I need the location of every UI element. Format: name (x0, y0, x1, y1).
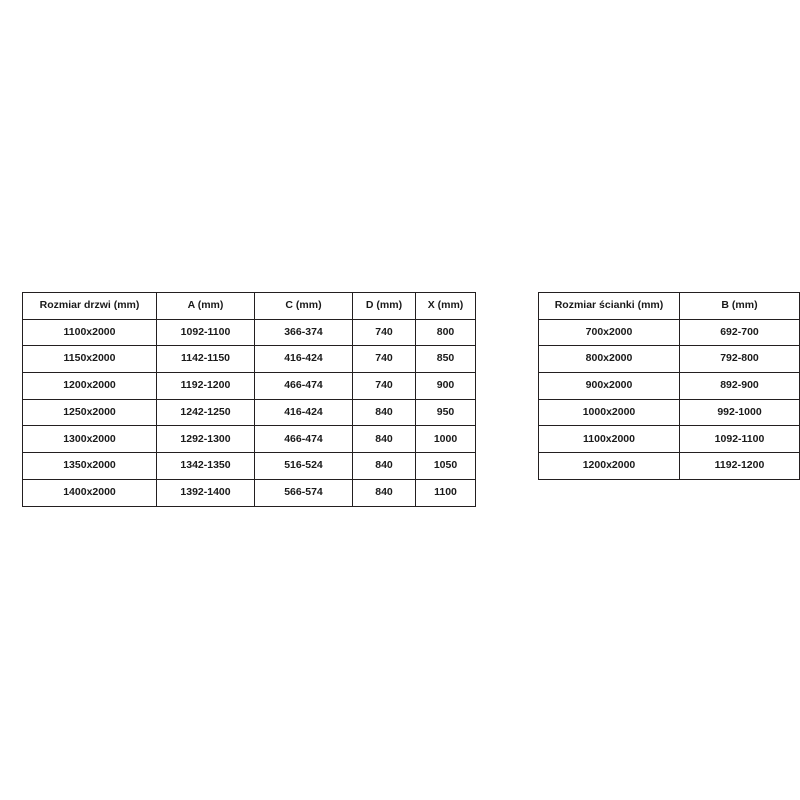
cell-c: 466-474 (255, 373, 353, 400)
walls-dimensions-table (538, 292, 800, 480)
walls-table-body (539, 319, 800, 479)
cell-c: 416-424 (255, 346, 353, 373)
column-header-d: D (mm) (353, 293, 416, 320)
doors-dimensions-table (22, 292, 476, 507)
table-row (23, 479, 476, 506)
cell-wall-size: 700x2000 (539, 319, 680, 346)
cell-c: 516-524 (255, 453, 353, 480)
cell-b: 1092-1100 (680, 426, 800, 453)
cell-d: 840 (353, 453, 416, 480)
cell-b: 892-900 (680, 373, 800, 400)
cell-b: 1192-1200 (680, 453, 800, 480)
walls-table-head (539, 293, 800, 320)
table-row (23, 373, 476, 400)
table-row (23, 399, 476, 426)
column-header-c: C (mm) (255, 293, 353, 320)
table-row (23, 319, 476, 346)
cell-wall-size: 1100x2000 (539, 426, 680, 453)
table-header-row (539, 293, 800, 320)
cell-x: 900 (416, 373, 476, 400)
cell-d: 840 (353, 399, 416, 426)
cell-x: 1000 (416, 426, 476, 453)
cell-x: 950 (416, 399, 476, 426)
cell-b: 792-800 (680, 346, 800, 373)
cell-a: 1142-1150 (157, 346, 255, 373)
cell-a: 1392-1400 (157, 479, 255, 506)
table-row (539, 453, 800, 480)
cell-wall-size: 1200x2000 (539, 453, 680, 480)
cell-door-size: 1300x2000 (23, 426, 157, 453)
cell-a: 1092-1100 (157, 319, 255, 346)
cell-b: 992-1000 (680, 399, 800, 426)
cell-c: 566-574 (255, 479, 353, 506)
walls-dimensions-table-container (538, 292, 800, 480)
column-header-door-size: Rozmiar drzwi (mm) (23, 293, 157, 320)
cell-a: 1292-1300 (157, 426, 255, 453)
cell-a: 1342-1350 (157, 453, 255, 480)
column-header-x: X (mm) (416, 293, 476, 320)
cell-d: 740 (353, 373, 416, 400)
cell-x: 1050 (416, 453, 476, 480)
cell-wall-size: 800x2000 (539, 346, 680, 373)
cell-d: 840 (353, 426, 416, 453)
column-header-b: B (mm) (680, 293, 800, 320)
cell-x: 800 (416, 319, 476, 346)
table-row (23, 453, 476, 480)
cell-door-size: 1150x2000 (23, 346, 157, 373)
cell-a: 1242-1250 (157, 399, 255, 426)
cell-a: 1192-1200 (157, 373, 255, 400)
table-row (539, 399, 800, 426)
cell-door-size: 1350x2000 (23, 453, 157, 480)
table-header-row (23, 293, 476, 320)
cell-wall-size: 1000x2000 (539, 399, 680, 426)
table-row (539, 346, 800, 373)
table-row (539, 426, 800, 453)
doors-table-head (23, 293, 476, 320)
cell-c: 366-374 (255, 319, 353, 346)
table-row (23, 346, 476, 373)
cell-door-size: 1100x2000 (23, 319, 157, 346)
cell-wall-size: 900x2000 (539, 373, 680, 400)
table-row (23, 426, 476, 453)
cell-door-size: 1200x2000 (23, 373, 157, 400)
table-row (539, 319, 800, 346)
cell-b: 692-700 (680, 319, 800, 346)
cell-x: 1100 (416, 479, 476, 506)
doors-dimensions-table-container (22, 292, 476, 507)
column-header-a: A (mm) (157, 293, 255, 320)
cell-d: 740 (353, 346, 416, 373)
doors-table-body (23, 319, 476, 506)
cell-d: 740 (353, 319, 416, 346)
cell-x: 850 (416, 346, 476, 373)
cell-d: 840 (353, 479, 416, 506)
cell-door-size: 1400x2000 (23, 479, 157, 506)
table-row (539, 373, 800, 400)
cell-c: 466-474 (255, 426, 353, 453)
column-header-wall-size: Rozmiar ścianki (mm) (539, 293, 680, 320)
cell-c: 416-424 (255, 399, 353, 426)
cell-door-size: 1250x2000 (23, 399, 157, 426)
